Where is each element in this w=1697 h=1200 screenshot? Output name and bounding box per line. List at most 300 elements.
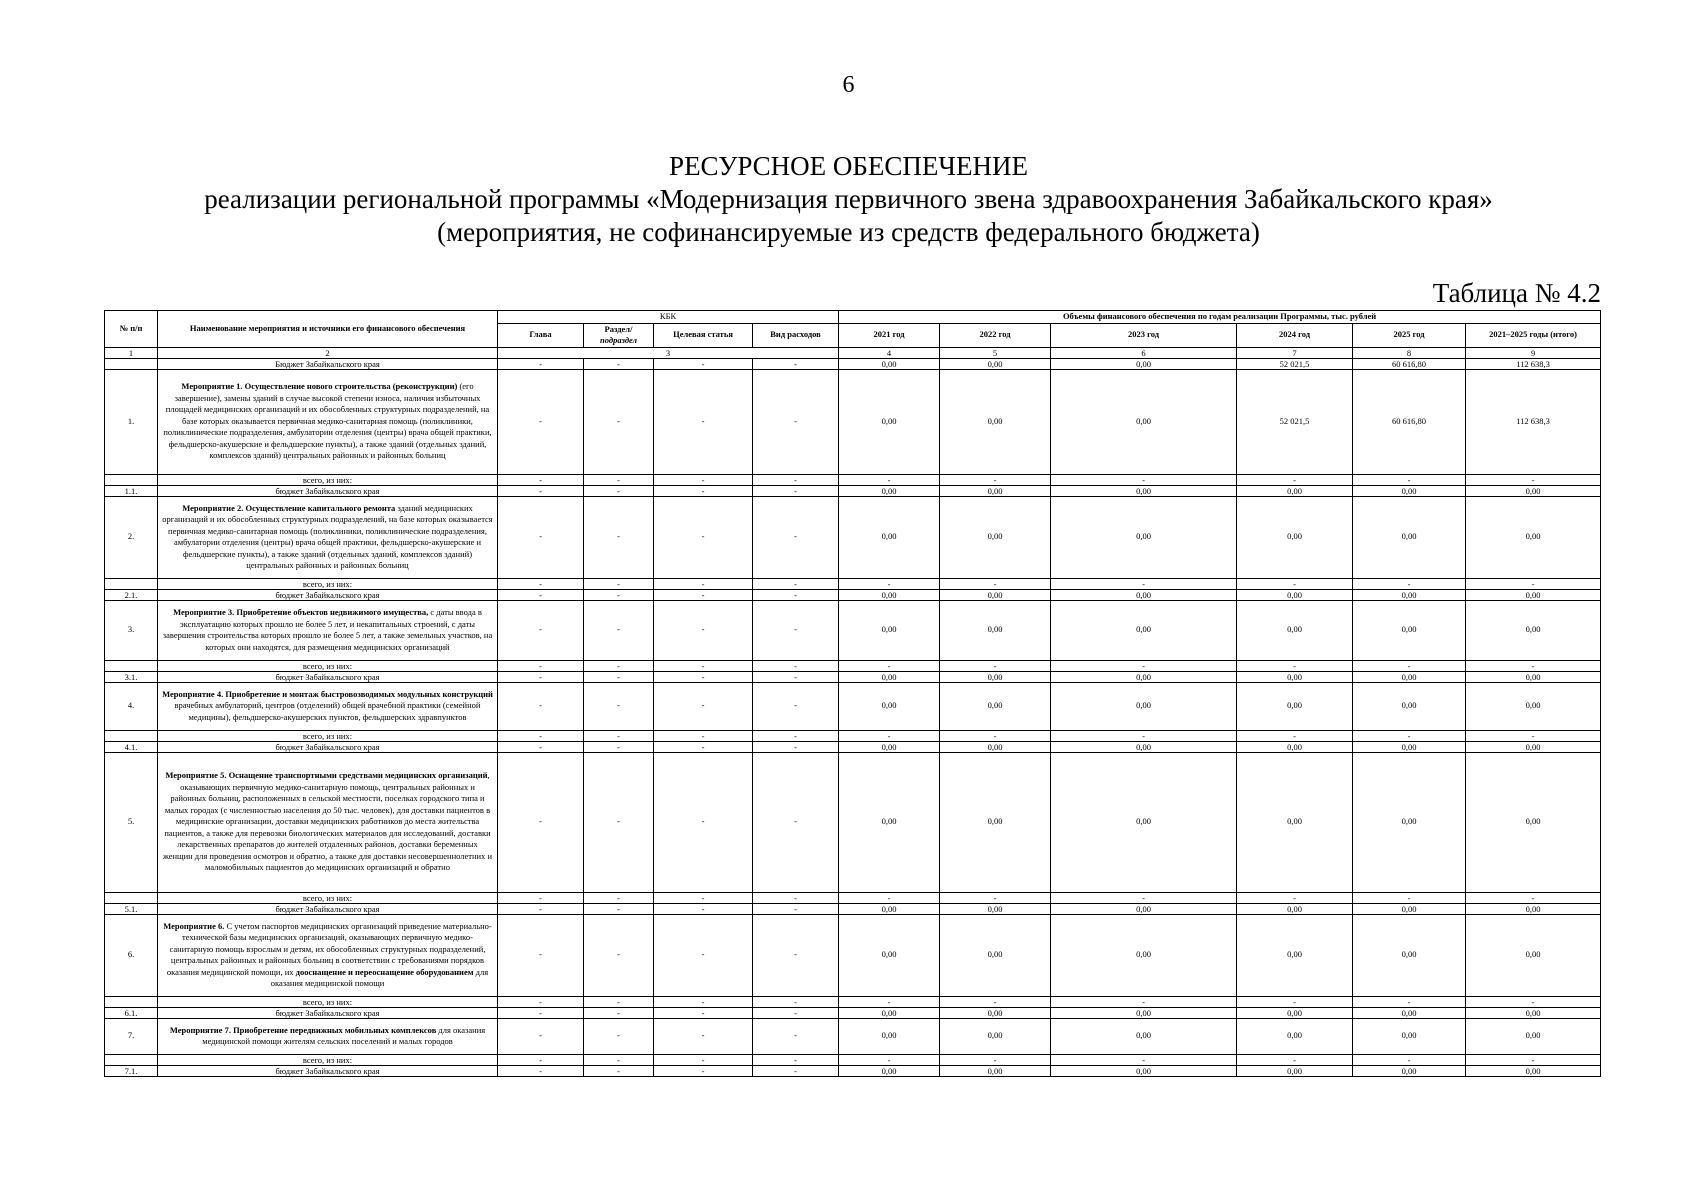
measure-5-row	[105, 752, 1601, 892]
kbk-cell: -	[584, 996, 654, 1007]
colnum: 6	[1051, 347, 1237, 358]
kbk-cell: -	[753, 589, 839, 600]
kbk-cell: -	[584, 496, 654, 578]
kbk-cell: -	[498, 671, 584, 682]
vsego-label: всего, из них:	[158, 892, 498, 903]
value-cell: 0,00	[940, 600, 1051, 660]
value-cell: -	[1466, 730, 1601, 741]
header-total: 2021–2025 годы (итого)	[1466, 323, 1601, 347]
kbk-cell: -	[498, 369, 584, 474]
empty-cell	[105, 358, 158, 369]
budget-label: бюджет Забайкальского края	[158, 1065, 498, 1076]
value-cell: 0,00	[1051, 485, 1237, 496]
kbk-cell: -	[584, 892, 654, 903]
empty-cell	[105, 1054, 158, 1065]
value-cell: 0,00	[1051, 600, 1237, 660]
value-cell: -	[1353, 1054, 1466, 1065]
value-cell: 0,00	[839, 741, 940, 752]
value-cell: 0,00	[940, 903, 1051, 914]
value-cell: 0,00	[1353, 496, 1466, 578]
kbk-cell: -	[498, 600, 584, 660]
value-cell: -	[940, 474, 1051, 485]
kbk-cell: -	[654, 485, 753, 496]
measure-desc: , оказывающих первичную медико-санитарную помощь, центральных районных и районных больниц, расположенных в сельской местности, поселках городского типа и малых городах (с численностью населения до 50 тыс. человек), для доставки пациентов в медицинские организации, доставки медицинских работников до места жительства пациентов, а также для перевозки биологических материалов для исследований, доставки лекарственных препаратов до жителей отдаленных районов, доставки беременных женщин для проведения осмотров и обратно, а также для доставки несовершеннолетних и маломобильных пациентов до медицинских организаций и обратно	[162, 770, 493, 873]
measure-title: Мероприятие 2. Осуществление капитального ремонта	[182, 502, 396, 513]
measure-name	[158, 600, 498, 660]
value-cell: 0,00	[1051, 358, 1237, 369]
value-cell: 0,00	[839, 485, 940, 496]
value-cell: 0,00	[1051, 589, 1237, 600]
sub-num: 2.1.	[105, 589, 158, 600]
kbk-cell: -	[654, 914, 753, 996]
value-cell: 0,00	[1051, 496, 1237, 578]
value-cell: 52 021,5	[1237, 369, 1353, 474]
budget-row	[105, 903, 1601, 914]
value-cell: 0,00	[940, 914, 1051, 996]
measure-name	[158, 496, 498, 578]
header-razdel-a: Раздел/	[604, 323, 633, 334]
kbk-cell: -	[584, 358, 654, 369]
header-tsel: Целевая статья	[654, 323, 753, 347]
colnum: 5	[940, 347, 1051, 358]
value-cell: -	[1466, 996, 1601, 1007]
kbk-cell: -	[753, 358, 839, 369]
colnum: 9	[1466, 347, 1601, 358]
value-cell: -	[1466, 474, 1601, 485]
budget-label: бюджет Забайкальского края	[158, 671, 498, 682]
kbk-cell: -	[584, 682, 654, 730]
header-2025: 2025 год	[1353, 323, 1466, 347]
value-cell: 0,00	[940, 1018, 1051, 1054]
value-cell: 0,00	[1237, 1065, 1353, 1076]
value-cell: 0,00	[1237, 741, 1353, 752]
value-cell: -	[1466, 660, 1601, 671]
value-cell: -	[940, 1054, 1051, 1065]
value-cell: 0,00	[1466, 600, 1601, 660]
value-cell: 0,00	[1353, 741, 1466, 752]
kbk-cell: -	[753, 1007, 839, 1018]
measure-desc: врачебных амбулаторий, центров (отделений) общей врачебной практики (семейной медицины), фельдшерско-акушерских пунктов, фельдшерских здравпунктов	[174, 700, 481, 722]
title-line-3: (мероприятия, не софинансируемые из средств федерального бюджета)	[437, 217, 1260, 247]
kbk-cell: -	[584, 600, 654, 660]
value-cell: -	[1466, 578, 1601, 589]
kbk-cell: -	[654, 1018, 753, 1054]
value-cell: -	[839, 996, 940, 1007]
vsego-row	[105, 730, 1601, 741]
title-line-1: РЕСУРСНОЕ ОБЕСПЕЧЕНИЕ	[669, 151, 1028, 181]
value-cell: -	[1466, 892, 1601, 903]
sub-num: 1.1.	[105, 485, 158, 496]
value-cell: -	[1237, 730, 1353, 741]
value-cell: 0,00	[1466, 741, 1601, 752]
value-cell: -	[1051, 892, 1237, 903]
value-cell: 0,00	[940, 671, 1051, 682]
kbk-cell: -	[654, 671, 753, 682]
value-cell: 0,00	[839, 1018, 940, 1054]
value-cell: 0,00	[839, 752, 940, 892]
value-cell: 0,00	[839, 1007, 940, 1018]
value-cell: -	[839, 1054, 940, 1065]
kbk-cell: -	[753, 682, 839, 730]
kbk-cell: -	[498, 358, 584, 369]
budget-row	[105, 1007, 1601, 1018]
measure-1-row	[105, 369, 1601, 474]
measure-desc: зданий медицинских организаций и их обособленных структурных подразделений, на базе которых оказывается первичная медико-санитарная помощь (поликлиники, поликлинические подразделения, амбулатории отделения (центры) врача общей практики, фельдшерско-акушерские и фельдшерские пункты), а также зданий (отдельных зданий, комплексов зданий) центральных районных и районных больниц	[162, 502, 493, 570]
value-cell: 0,00	[839, 671, 940, 682]
kbk-cell: -	[654, 358, 753, 369]
measure-num: 4.	[105, 682, 158, 730]
value-cell: 0,00	[1051, 369, 1237, 474]
value-cell: 0,00	[1051, 752, 1237, 892]
resource-table	[104, 310, 1601, 1077]
measure-name	[158, 1018, 498, 1054]
kbk-cell: -	[654, 1065, 753, 1076]
kbk-cell: -	[584, 1007, 654, 1018]
value-cell: 0,00	[1466, 682, 1601, 730]
measure-title: Мероприятие 3. Приобретение объектов недвижимого имущества,	[173, 607, 429, 617]
measure-title: Мероприятие 1. Осуществление нового строительства (реконструкции)	[181, 381, 458, 392]
empty-cell	[105, 730, 158, 741]
measure-name	[158, 914, 498, 996]
kbk-cell: -	[498, 741, 584, 752]
value-cell: -	[1051, 660, 1237, 671]
value-cell: -	[1353, 996, 1466, 1007]
measure-title: Мероприятие 4. Приобретение и монтаж быстровозводимых модульных конструкций	[162, 688, 493, 699]
measure-desc-2: для оказания медицинской помощи	[270, 966, 489, 988]
kbk-cell: -	[498, 1007, 584, 1018]
colnum: 3	[498, 347, 839, 358]
vsego-label: всего, из них:	[158, 578, 498, 589]
kbk-cell: -	[498, 752, 584, 892]
sub-num: 3.1.	[105, 671, 158, 682]
value-cell: 0,00	[940, 369, 1051, 474]
kbk-cell: -	[753, 496, 839, 578]
value-cell: 0,00	[1353, 1018, 1466, 1054]
colnum: 1	[105, 347, 158, 358]
header-2024: 2024 год	[1237, 323, 1353, 347]
kbk-cell: -	[584, 752, 654, 892]
kbk-cell: -	[498, 660, 584, 671]
kbk-cell: -	[498, 1065, 584, 1076]
kbk-cell: -	[654, 892, 753, 903]
empty-cell	[105, 996, 158, 1007]
value-cell: -	[940, 996, 1051, 1007]
kbk-cell: -	[584, 589, 654, 600]
kbk-cell: -	[498, 1018, 584, 1054]
kbk-cell: -	[654, 600, 753, 660]
value-cell: 0,00	[1051, 914, 1237, 996]
header-volumes: Объемы финансового обеспечения по годам реализации Программы, тыс. рублей	[839, 311, 1601, 324]
kbk-cell: -	[753, 660, 839, 671]
budget-label: бюджет Забайкальского края	[158, 741, 498, 752]
value-cell: 0,00	[1466, 903, 1601, 914]
kbk-cell: -	[498, 996, 584, 1007]
value-cell: 0,00	[1237, 600, 1353, 660]
colnum: 7	[1237, 347, 1353, 358]
value-cell: 0,00	[940, 589, 1051, 600]
kbk-cell: -	[753, 752, 839, 892]
vsego-label: всего, из них:	[158, 1054, 498, 1065]
value-cell: 0,00	[1353, 600, 1466, 660]
budget-row	[105, 671, 1601, 682]
kbk-cell: -	[753, 892, 839, 903]
value-cell: 0,00	[1466, 752, 1601, 892]
value-cell: 0,00	[839, 589, 940, 600]
kbk-cell: -	[654, 1007, 753, 1018]
vsego-label: всего, из них:	[158, 996, 498, 1007]
header-2023: 2023 год	[1051, 323, 1237, 347]
value-cell: 0,00	[839, 496, 940, 578]
value-cell: -	[1353, 730, 1466, 741]
budget-total-row	[105, 358, 1601, 369]
value-cell: 0,00	[839, 903, 940, 914]
measure-6-row	[105, 914, 1601, 996]
measure-7-row	[105, 1018, 1601, 1054]
kbk-cell: -	[584, 485, 654, 496]
kbk-cell: -	[654, 474, 753, 485]
measure-title: Мероприятие 7. Приобретение передвижных мобильных комплексов	[169, 1024, 437, 1035]
value-cell: 0,00	[839, 600, 940, 660]
value-cell: 0,00	[1353, 589, 1466, 600]
header-kbk: КБК	[498, 311, 839, 324]
value-cell: -	[1051, 996, 1237, 1007]
kbk-cell: -	[753, 578, 839, 589]
measure-num: 6.	[105, 914, 158, 996]
budget-row	[105, 1065, 1601, 1076]
value-cell: -	[839, 578, 940, 589]
value-cell: 0,00	[1353, 682, 1466, 730]
kbk-cell: -	[753, 369, 839, 474]
vsego-label: всего, из них:	[158, 660, 498, 671]
value-cell: -	[1353, 578, 1466, 589]
kbk-cell: -	[498, 903, 584, 914]
kbk-cell: -	[753, 474, 839, 485]
kbk-cell: -	[498, 1054, 584, 1065]
kbk-cell: -	[654, 741, 753, 752]
value-cell: -	[839, 730, 940, 741]
value-cell: -	[1237, 660, 1353, 671]
kbk-cell: -	[498, 914, 584, 996]
value-cell: 0,00	[1466, 496, 1601, 578]
kbk-cell: -	[584, 1054, 654, 1065]
value-cell: 0,00	[1466, 589, 1601, 600]
kbk-cell: -	[584, 578, 654, 589]
value-cell: 0,00	[839, 358, 940, 369]
measure-3-row	[105, 600, 1601, 660]
kbk-cell: -	[753, 1018, 839, 1054]
vsego-row	[105, 996, 1601, 1007]
value-cell: -	[1353, 660, 1466, 671]
kbk-cell: -	[753, 903, 839, 914]
empty-cell	[105, 892, 158, 903]
value-cell: 0,00	[1237, 496, 1353, 578]
value-cell: 0,00	[1051, 1007, 1237, 1018]
value-cell: 0,00	[839, 914, 940, 996]
kbk-cell: -	[498, 485, 584, 496]
kbk-cell: -	[498, 474, 584, 485]
kbk-cell: -	[498, 589, 584, 600]
measure-4-row	[105, 682, 1601, 730]
vsego-label: всего, из них:	[158, 474, 498, 485]
value-cell: -	[1237, 1054, 1353, 1065]
value-cell: -	[940, 660, 1051, 671]
sub-num: 6.1.	[105, 1007, 158, 1018]
colnum: 4	[839, 347, 940, 358]
value-cell: 0,00	[1237, 914, 1353, 996]
measure-title: Мероприятие 5. Оснащение транспортными средствами медицинских организаций	[165, 770, 488, 781]
measure-num: 1.	[105, 369, 158, 474]
value-cell: -	[1353, 474, 1466, 485]
kbk-cell: -	[654, 996, 753, 1007]
page-number: 6	[842, 72, 855, 98]
kbk-cell: -	[753, 1054, 839, 1065]
budget-row	[105, 485, 1601, 496]
value-cell: 0,00	[1353, 1007, 1466, 1018]
kbk-cell: -	[753, 996, 839, 1007]
value-cell: 0,00	[1466, 1007, 1601, 1018]
value-cell: 0,00	[1353, 914, 1466, 996]
header-name: Наименование мероприятия и источники его финансового обеспечения	[158, 311, 498, 348]
value-cell: 0,00	[940, 485, 1051, 496]
value-cell: 0,00	[1466, 671, 1601, 682]
measure-2-row	[105, 496, 1601, 578]
header-2021: 2021 год	[839, 323, 940, 347]
value-cell: -	[839, 892, 940, 903]
kbk-cell: -	[753, 741, 839, 752]
value-cell: 0,00	[839, 369, 940, 474]
title-line-2: реализации региональной программы «Модернизация первичного звена здравоохранения Забайкальского края»	[204, 184, 1493, 214]
value-cell: 0,00	[1051, 741, 1237, 752]
sub-num: 5.1.	[105, 903, 158, 914]
kbk-cell: -	[654, 903, 753, 914]
kbk-cell: -	[654, 682, 753, 730]
measure-name	[158, 682, 498, 730]
kbk-cell: -	[584, 730, 654, 741]
budget-row	[105, 589, 1601, 600]
measure-name	[158, 752, 498, 892]
kbk-cell: -	[498, 730, 584, 741]
value-cell: 52 021,5	[1237, 358, 1353, 369]
value-cell: -	[1466, 1054, 1601, 1065]
value-cell: 0,00	[1466, 1065, 1601, 1076]
kbk-cell: -	[654, 660, 753, 671]
value-cell: 0,00	[839, 1065, 940, 1076]
vsego-row	[105, 474, 1601, 485]
value-cell: 0,00	[1353, 671, 1466, 682]
kbk-cell: -	[753, 730, 839, 741]
header-glava: Глава	[498, 323, 584, 347]
value-cell: 0,00	[1051, 671, 1237, 682]
kbk-cell: -	[584, 474, 654, 485]
value-cell: 60 616,80	[1353, 358, 1466, 369]
measure-num: 7.	[105, 1018, 158, 1054]
value-cell: -	[1051, 1054, 1237, 1065]
vsego-row	[105, 578, 1601, 589]
kbk-cell: -	[654, 578, 753, 589]
value-cell: -	[1051, 474, 1237, 485]
kbk-cell: -	[654, 589, 753, 600]
kbk-cell: -	[654, 369, 753, 474]
value-cell: 112 638,3	[1466, 369, 1601, 474]
kbk-cell: -	[753, 671, 839, 682]
kbk-cell: -	[584, 741, 654, 752]
kbk-cell: -	[654, 1054, 753, 1065]
value-cell: -	[940, 892, 1051, 903]
measure-title-2: дооснащение и переоснащение оборудованием	[295, 966, 474, 977]
kbk-cell: -	[584, 914, 654, 996]
header-num: № п/п	[105, 311, 158, 348]
empty-cell	[105, 660, 158, 671]
column-numbers-row	[105, 347, 1601, 358]
value-cell: -	[1051, 578, 1237, 589]
vsego-label: всего, из них:	[158, 730, 498, 741]
measure-num: 2.	[105, 496, 158, 578]
header-razdel-b: подраздел	[600, 335, 637, 345]
measure-desc: (его завершение), замены зданий в случае высокой степени износа, наличия избыточных площадей медицинских организаций и их обособленных структурных подразделений, на базе которых оказывается первичная медико-санитарная помощь (поликлиники, поликлинические подразделения, амбулатории отделения (центры) врача общей практики, фельдшерско-акушерские и фельдшерские пункты), а также зданий (отдельных зданий, комплексов зданий) центральных районных и районных больниц	[163, 381, 492, 461]
value-cell: -	[1051, 730, 1237, 741]
measure-num: 3.	[105, 600, 158, 660]
empty-cell	[105, 474, 158, 485]
budget-label: бюджет Забайкальского края	[158, 1007, 498, 1018]
value-cell: 0,00	[1237, 682, 1353, 730]
measure-name	[158, 369, 498, 474]
value-cell: 112 638,3	[1466, 358, 1601, 369]
value-cell: 0,00	[940, 1007, 1051, 1018]
value-cell: 0,00	[940, 741, 1051, 752]
kbk-cell: -	[498, 682, 584, 730]
colnum: 8	[1353, 347, 1466, 358]
table-label: Таблица № 4.2	[1432, 278, 1601, 308]
measure-desc: с даты ввода в эксплуатацию которых прошло не более 5 лет, и некапитальных строений, с даты завершения строительства которых прошло не более 5 лет, а также земельных участков, на которых они находятся, для размещения медицинских организаций	[162, 607, 493, 652]
kbk-cell: -	[498, 578, 584, 589]
kbk-cell: -	[753, 1065, 839, 1076]
colnum: 2	[158, 347, 498, 358]
value-cell: 0,00	[1237, 485, 1353, 496]
measure-desc: С учетом паспортов медицинских организаций приведение материально-технической базы медицинских организаций, оказывающих первичную медико-санитарную помощь взрослым и детям, их обособленных структурных подразделений, центральных районных и районных больниц в соответствии с требованиями порядков оказания медицинской помощи, их	[166, 920, 492, 977]
header-razdel	[584, 323, 654, 347]
value-cell: 0,00	[839, 682, 940, 730]
value-cell: 0,00	[940, 496, 1051, 578]
kbk-cell: -	[654, 730, 753, 741]
value-cell: 60 616,80	[1353, 369, 1466, 474]
kbk-cell: -	[584, 671, 654, 682]
kbk-cell: -	[584, 1065, 654, 1076]
kbk-cell: -	[584, 369, 654, 474]
kbk-cell: -	[654, 496, 753, 578]
value-cell: -	[1353, 892, 1466, 903]
value-cell: 0,00	[1051, 1018, 1237, 1054]
kbk-cell: -	[753, 914, 839, 996]
value-cell: 0,00	[1051, 903, 1237, 914]
value-cell: 0,00	[940, 1065, 1051, 1076]
measure-title: Мероприятие 6.	[163, 920, 225, 931]
budget-label: бюджет Забайкальского края	[158, 903, 498, 914]
value-cell: 0,00	[1353, 1065, 1466, 1076]
value-cell: -	[1237, 474, 1353, 485]
value-cell: 0,00	[1353, 485, 1466, 496]
kbk-cell: -	[584, 1018, 654, 1054]
value-cell: 0,00	[940, 358, 1051, 369]
vsego-row	[105, 1054, 1601, 1065]
value-cell: -	[1237, 578, 1353, 589]
value-cell: 0,00	[1466, 1018, 1601, 1054]
budget-row	[105, 741, 1601, 752]
value-cell: 0,00	[1237, 903, 1353, 914]
vsego-row	[105, 892, 1601, 903]
kbk-cell: -	[584, 903, 654, 914]
value-cell: 0,00	[1237, 1007, 1353, 1018]
measure-desc: для оказания медицинской помощи жителям сельских поселений и малых городов	[202, 1024, 486, 1046]
